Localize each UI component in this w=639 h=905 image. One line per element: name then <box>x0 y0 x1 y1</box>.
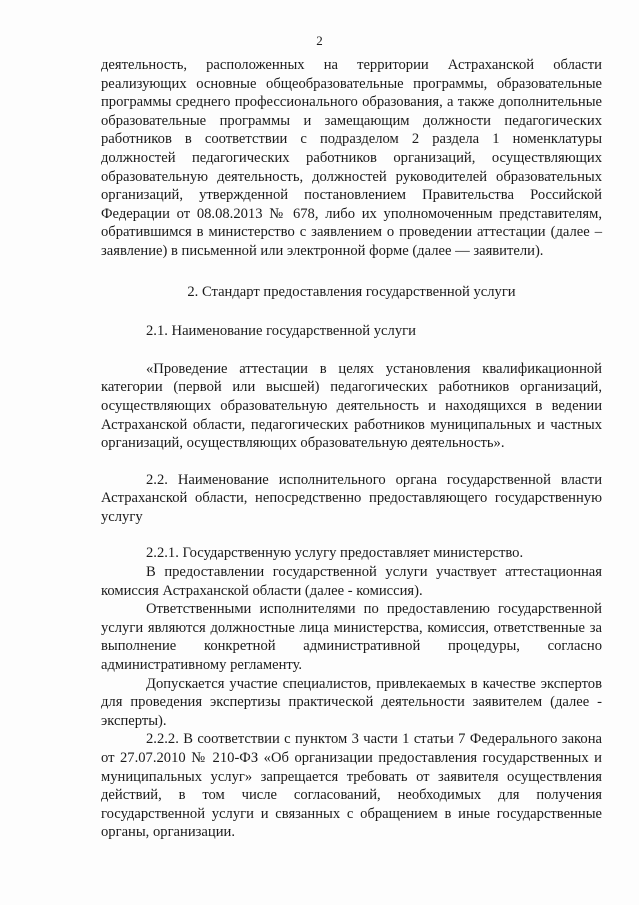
paragraph-responsible: Ответственными исполнителями по предоставлению государственной услуги являются должностные лица министерства, комиссия, ответственные за выполнение конкретной административной процедуры, согласно административному регламенту. <box>101 601 602 674</box>
section-heading: 2. Стандарт предоставления государственной услуги <box>187 283 516 300</box>
paragraph-commission: В предоставлении государственной услуги участвует аттестационная комиссия Астраханской области (далее - комиссия). <box>101 564 602 599</box>
page-number: 2 <box>316 33 323 48</box>
service-name-paragraph: «Проведение аттестации в целях установления квалификационной категории (первой или высшей) педагогических работников организаций, осуществляющих образовательную деятельность и находящихся в ведении Астраханской области, педагогических работников муниципальных и частных организаций, осуществляющих образовательную деятельность». <box>101 360 602 452</box>
paragraph-2-2-2: 2.2.2. В соответствии с пунктом 3 части 1 статьи 7 Федерального закона от 27.07.2010 № 210-ФЗ «Об организации предоставления государственных и муниципальных услуг» запрещается требовать от заявителя осуществления действий, в том числе согласований, необходимых для получения государственной услуги и связанных с обращением в иные государственные органы, организации. <box>101 731 602 841</box>
document-body <box>101 56 602 842</box>
paragraph-2-2-1: 2.2.1. Государственную услугу предоставляет министерство. <box>146 545 524 562</box>
subsection-2-2-heading: 2.2. Наименование исполнительного органа государственной власти Астраханской области, непосредственно предоставляющего государственную услугу <box>101 471 602 525</box>
subsection-2-1-heading: 2.1. Наименование государственной услуги <box>146 323 416 340</box>
intro-paragraph: деятельность, расположенных на территории Астраханской области реализующих основные общеобразовательные программы, образовательные программы среднего профессионального образования, а также дополнительные образовательные программы и замещающим должности педагогических работников в соответствии с подразделом 2 раздела 1 номенклатуры должностей педагогических работников организаций, осуществляющих образовательную деятельность, должностей руководителей образовательных организаций, утвержденной постановлением Правительства Российской Федерации от 08.08.2013 № 678, либо их уполномоченным представителям, обратившимся в министерство с заявлением о проведении аттестации (далее – заявление) в письменной или электронной форме (далее — заявители). <box>101 57 602 259</box>
paragraph-experts: Допускается участие специалистов, привлекаемых в качестве экспертов для проведения экспертизы практической деятельности заявителем (далее - эксперты). <box>101 675 602 729</box>
